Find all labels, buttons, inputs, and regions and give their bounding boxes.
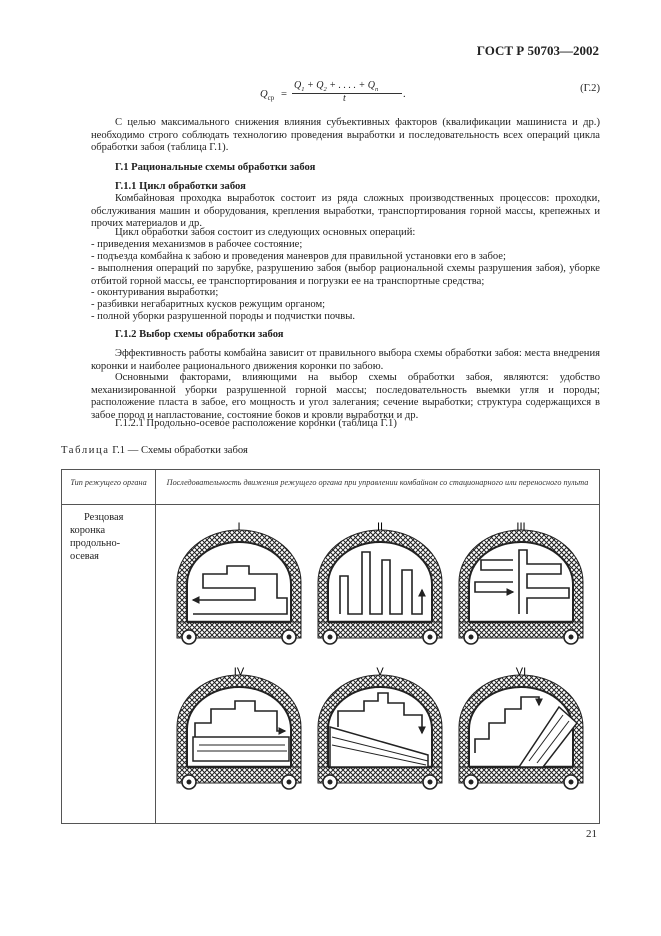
scheme-6 (459, 666, 583, 789)
list-item: - полной уборки разрушенной породы и подчистки почвы. (91, 311, 355, 322)
scheme-label: V (376, 666, 384, 678)
scheme-3 (459, 521, 583, 644)
formula-period: . (403, 89, 406, 100)
formula-lhs: $Q_{ср}$ (260, 89, 275, 103)
paragraph-intro: С целью максимального снижения влияния субъективных факторов (квалификации машиниста и др.) необходимо строго соблюдать технологию проведения выработки и последовательность всех операций цикла обработки забоя (таблица Г.1). (91, 117, 600, 153)
scheme-2 (318, 521, 442, 644)
paragraph-operations-intro: Цикл обработки забоя состоит из следующих основных операций: (115, 227, 416, 238)
paragraph-g1121: Г.1.2.1 Продольно-осевое расположение коронки (таблица Г.1) (115, 418, 397, 429)
heading-g11: Г.1.1 Цикл обработки забоя (115, 181, 246, 192)
list-item: - разбивки негабаритных кусков режущим органом; (91, 299, 326, 310)
paragraph-efficiency: Эффективность работы комбайна зависит от правильного выбора схемы обработки забоя: места внедрения коронки и наиболее рационального движения коронки по забою. (91, 348, 600, 372)
list-item: - приведения механизмов в рабочее состояние; (91, 239, 303, 250)
formula-numerator: $Q_1 + Q_2$ + . . . . + $Q_n$ (294, 80, 379, 93)
scheme-5 (318, 666, 442, 789)
formula-number: (Г.2) (580, 83, 600, 94)
paragraph-cycle: Комбайновая проходка выработок состоит из ряда сложных производственных процессов: проходки, обслуживания машин и оборудования, крепления выработки, транспортирования горной массы, крепежных и прочих материалов и др. (91, 193, 600, 229)
list-item: - оконтуривания выработки; (91, 287, 219, 298)
list-item: - выполнения операций по зарубке, разрушению забоя (выбор рациональной схемы разрушения забоя), уборке отбитой горной массы, ее транспортирования и погрузки ее на транспортные средства; (91, 263, 600, 287)
table-caption: Таблица Г.1 — Схемы обработки забоя (61, 445, 248, 456)
table-cell-type: Резцовая коронка продольно-осевая (62, 505, 156, 824)
formula-g2 (250, 80, 600, 108)
table-header-cell: Тип режущего органа (62, 470, 156, 505)
paragraph-factors: Основными факторами, влияющими на выбор схемы обработки забоя, являются: удобство механизированной уборки разрушенной горной массы; последовательность выемки угля и породы; расположение пласта в забое, его мощность и угол залегания; сечение выработки; структура содержащихся в забое пород и напластование, состояние боков и кровли выработки и др. (91, 372, 600, 421)
scheme-4 (177, 666, 301, 789)
standard-header: ГОСТ Р 50703—2002 (476, 43, 599, 58)
formula-equals: = (281, 89, 287, 100)
scheme-1 (177, 521, 301, 644)
heading-g12: Г.1.2 Выбор схемы обработки забоя (115, 329, 284, 340)
scheme-label: III (516, 521, 526, 533)
schemes-diagram (172, 520, 592, 790)
fraction-bar (292, 93, 402, 94)
scheme-label: I (237, 521, 241, 533)
heading-g1: Г.1 Рациональные схемы обработки забоя (115, 162, 316, 173)
list-item: - подъезда комбайна к забою и проведения маневров для правильной установки его в забое; (91, 251, 506, 262)
page-number: 21 (586, 828, 597, 840)
scheme-label: IV (233, 666, 245, 678)
formula-denominator: t (343, 93, 346, 104)
table-header-cell: Последовательность движения режущего органа при управлении комбайном со стационарного или переносного пульта (156, 470, 600, 505)
scheme-label: II (376, 521, 384, 533)
scheme-label: VI (515, 666, 527, 678)
